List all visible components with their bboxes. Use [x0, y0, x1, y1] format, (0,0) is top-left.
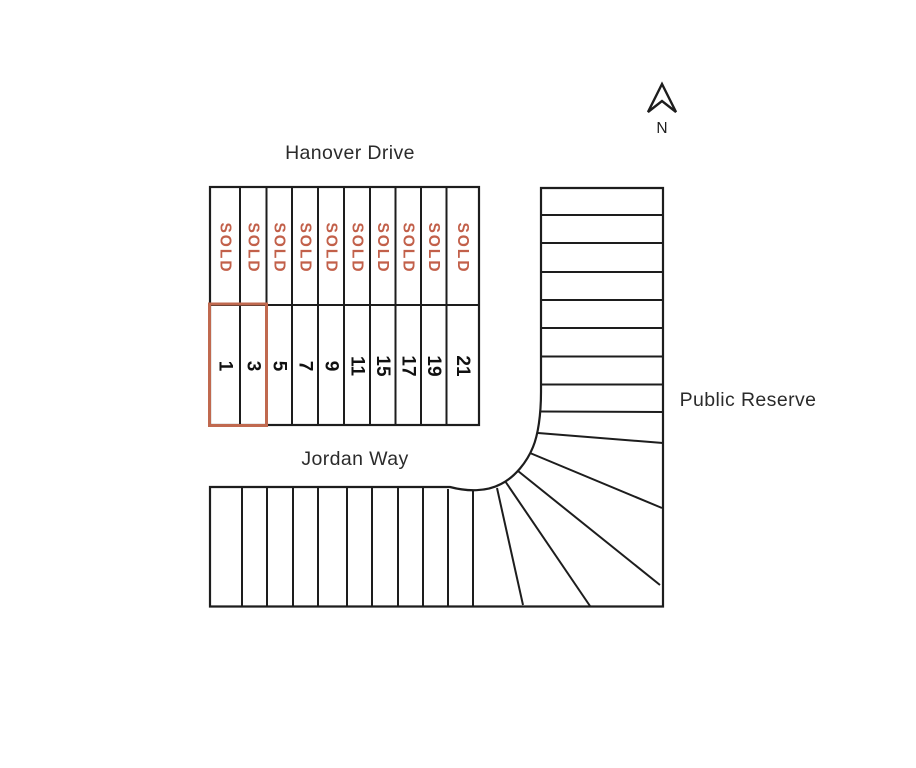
lot-number-label: 9 — [320, 360, 342, 372]
lot-divider-line — [518, 471, 660, 585]
lot-divider-line — [538, 433, 663, 443]
north-arrow-icon — [648, 84, 676, 112]
street-label-jordan-way: Jordan Way — [301, 448, 409, 470]
lot-divider-line — [497, 488, 523, 605]
sold-label: SOLD — [374, 222, 392, 274]
lot-number-label: 1 — [214, 360, 236, 372]
street-label-hanover-drive: Hanover Drive — [285, 142, 415, 164]
sold-label: SOLD — [454, 222, 472, 274]
north-compass — [648, 84, 676, 137]
lot-divider-line — [530, 453, 662, 508]
area-label-public-reserve: Public Reserve — [679, 389, 817, 411]
sold-label: SOLD — [322, 222, 340, 274]
cul-de-sac-fan-dividers — [497, 412, 663, 607]
lot-number-label: 19 — [423, 355, 445, 377]
sold-label: SOLD — [348, 222, 366, 274]
north-letter: N — [656, 120, 668, 137]
lot-number-label: 21 — [452, 355, 474, 377]
lot-number-label: 15 — [372, 355, 394, 377]
lot-divider-line — [505, 481, 590, 606]
sold-label: SOLD — [216, 222, 234, 274]
bottom-block-dividers — [242, 487, 473, 607]
lot-number-label: 5 — [268, 360, 290, 372]
lot-number-label: 7 — [294, 360, 316, 372]
lot-divider-line — [541, 412, 663, 413]
sold-label: SOLD — [244, 222, 262, 274]
top-lot-block — [210, 187, 480, 426]
sold-label: SOLD — [425, 222, 443, 274]
right-block-dividers — [541, 215, 663, 385]
sold-label: SOLD — [296, 222, 314, 274]
lot-number-label: 17 — [397, 355, 419, 377]
lot-number-label: 11 — [346, 355, 368, 377]
lot-number-label: 3 — [242, 360, 264, 372]
sold-label: SOLD — [270, 222, 288, 274]
sold-label: SOLD — [399, 222, 417, 274]
